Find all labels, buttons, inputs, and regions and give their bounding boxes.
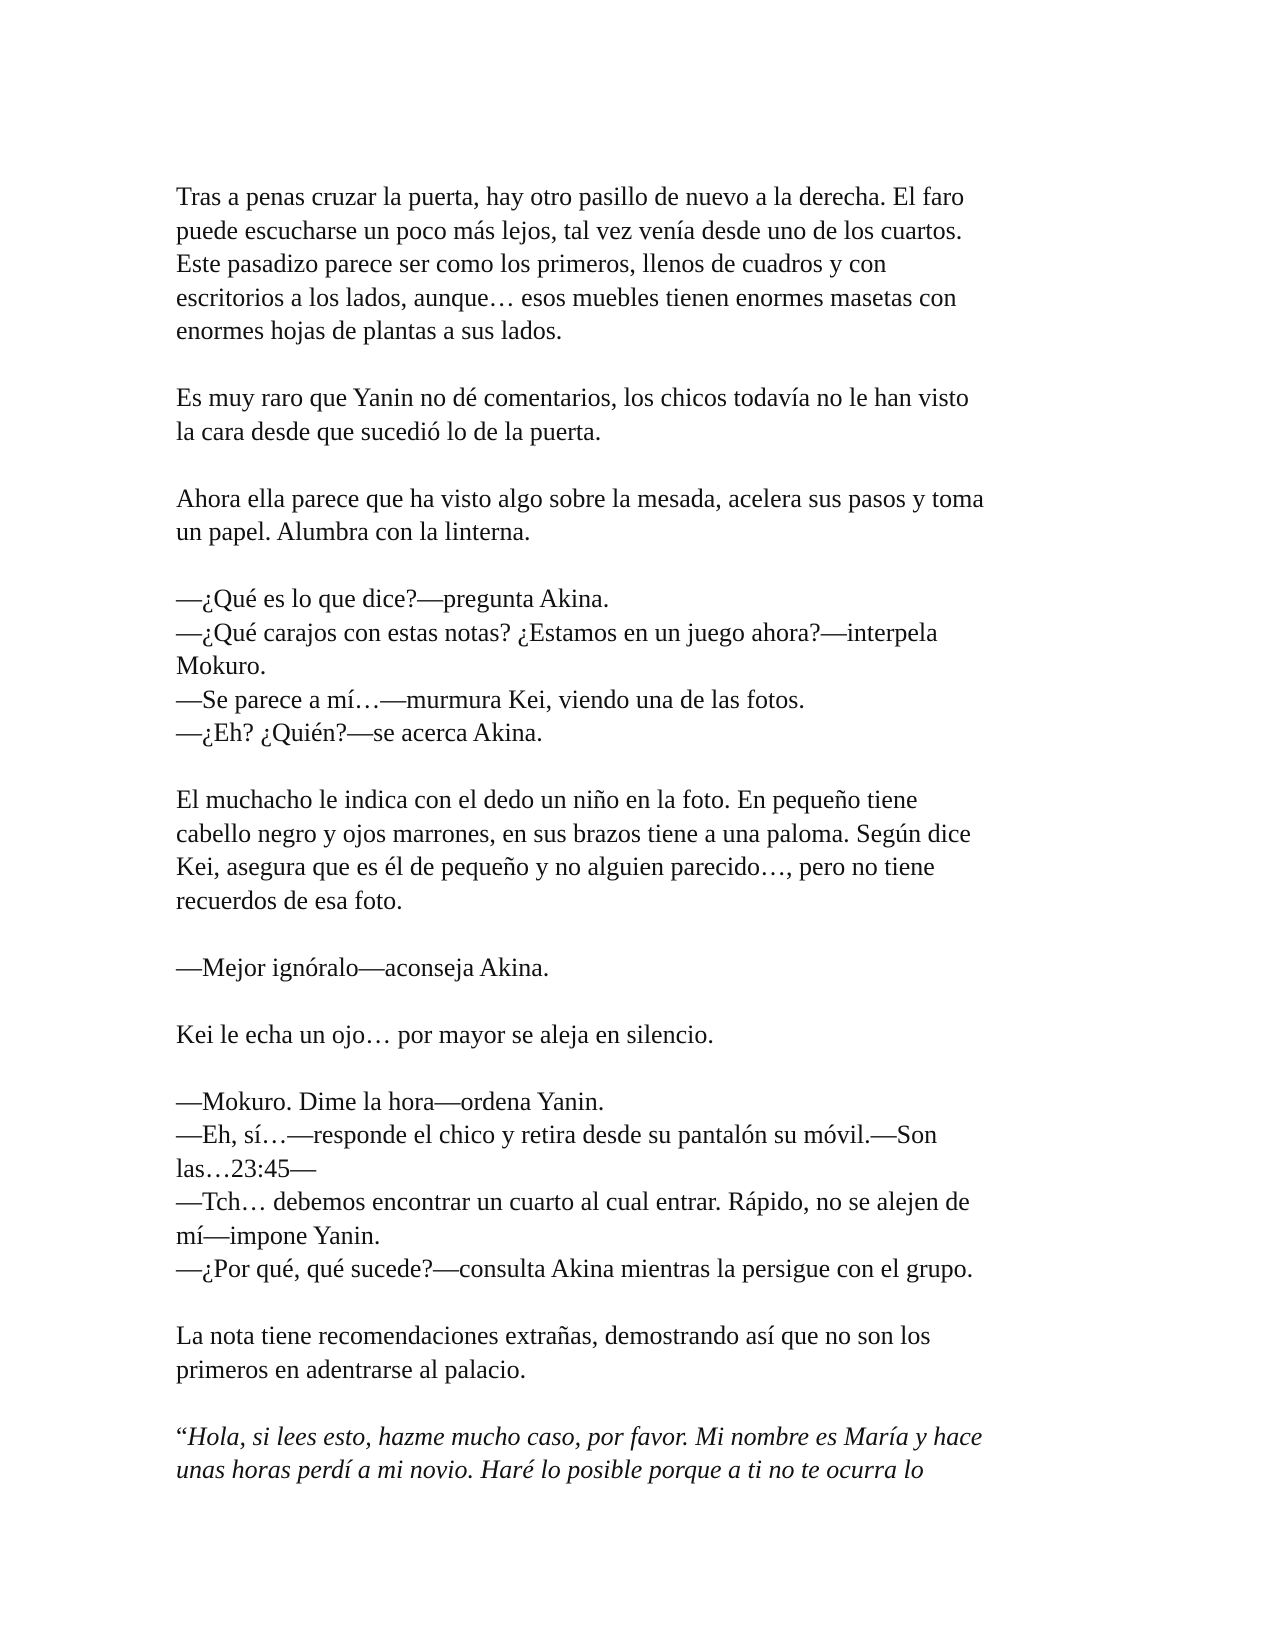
dialogue-line: —Eh, sí…—responde el chico y retira desde su pantalón su móvil.—Son — [176, 1120, 938, 1149]
note-line-2: unas horas perdí a mi novio. Haré lo posible porque a ti no te ocurra lo — [176, 1455, 924, 1484]
text-line: El muchacho le indica con el dedo un niño en la foto. En pequeño tiene — [176, 785, 918, 814]
dialogue-line: —¿Eh? ¿Quién?—se acerca Akina. — [176, 718, 543, 747]
dialogue-block-3 — [176, 1085, 1096, 1286]
text-line: primeros en adentrarse al palacio. — [176, 1354, 527, 1384]
opening-quote: “ — [176, 1421, 188, 1451]
note-quote-paragraph — [176, 1420, 1096, 1487]
text-line: escritorios a los lados, aunque… esos muebles tienen enormes masetas con — [176, 282, 957, 312]
paragraph-2 — [176, 381, 1096, 448]
dialogue-line: —Tch… debemos encontrar un cuarto al cual entrar. Rápido, no se alejen de — [176, 1187, 970, 1216]
paragraph-5 — [176, 1018, 1096, 1052]
note-text: Hola, si lees esto, hazme mucho caso, por favor. Mi nombre es María y hace — [187, 1421, 983, 1451]
dialogue-line: mí—impone Yanin. — [176, 1220, 381, 1250]
dialogue-block-1 — [176, 582, 1096, 750]
dialogue-line: —¿Por qué, qué sucede?—consulta Akina mientras la persigue con el grupo. — [176, 1254, 974, 1283]
paragraph-6 — [176, 1319, 1096, 1386]
dialogue-line: —¿Qué carajos con estas notas? ¿Estamos en un juego ahora?—interpela — [176, 617, 938, 647]
text-line: enormes hojas de plantas a sus lados. — [176, 316, 563, 345]
paragraph-4 — [176, 783, 1096, 917]
text-line: Este pasadizo parece ser como los primeros, llenos de cuadros y con — [176, 249, 887, 278]
text-line: La nota tiene recomendaciones extrañas, demostrando así que no son los — [176, 1321, 931, 1350]
dialogue-line: —Mokuro. Dime la hora—ordena Yanin. — [176, 1086, 605, 1116]
text-line: un papel. Alumbra con la linterna. — [176, 517, 531, 546]
text-line: Kei le echa un ojo… por mayor se aleja en silencio. — [176, 1019, 714, 1049]
dialogue-block-2 — [176, 951, 1096, 985]
dialogue-line: —Se parece a mí…—murmura Kei, viendo una de las fotos. — [176, 684, 805, 714]
text-line: la cara desde que sucedió lo de la puerta. — [176, 416, 602, 446]
text-line: Es muy raro que Yanin no dé comentarios, los chicos todavía no le han visto — [176, 383, 969, 412]
text-line: Tras a penas cruzar la puerta, hay otro pasillo de nuevo a la derecha. El faro — [176, 182, 965, 211]
dialogue-line: las…23:45— — [176, 1153, 317, 1183]
dialogue-line: —¿Qué es lo que dice?—pregunta Akina. — [176, 584, 610, 613]
text-line: Ahora ella parece que ha visto algo sobre la mesada, acelera sus pasos y toma — [176, 483, 984, 513]
dialogue-line: —Mejor ignóralo—aconseja Akina. — [176, 952, 550, 982]
paragraph-1 — [176, 180, 1096, 348]
paragraph-3 — [176, 482, 1096, 549]
text-line: cabello negro y ojos marrones, en sus brazos tiene a una paloma. Según dice — [176, 818, 971, 848]
dialogue-line: Mokuro. — [176, 651, 267, 680]
text-line: recuerdos de esa foto. — [176, 885, 403, 915]
text-line: puede escucharse un poco más lejos, tal vez venía desde uno de los cuartos. — [176, 215, 963, 245]
body-text — [176, 180, 1096, 1520]
note-line-1 — [176, 1420, 1096, 1454]
text-line: Kei, asegura que es él de pequeño y no alguien parecido…, pero no tiene — [176, 852, 935, 881]
